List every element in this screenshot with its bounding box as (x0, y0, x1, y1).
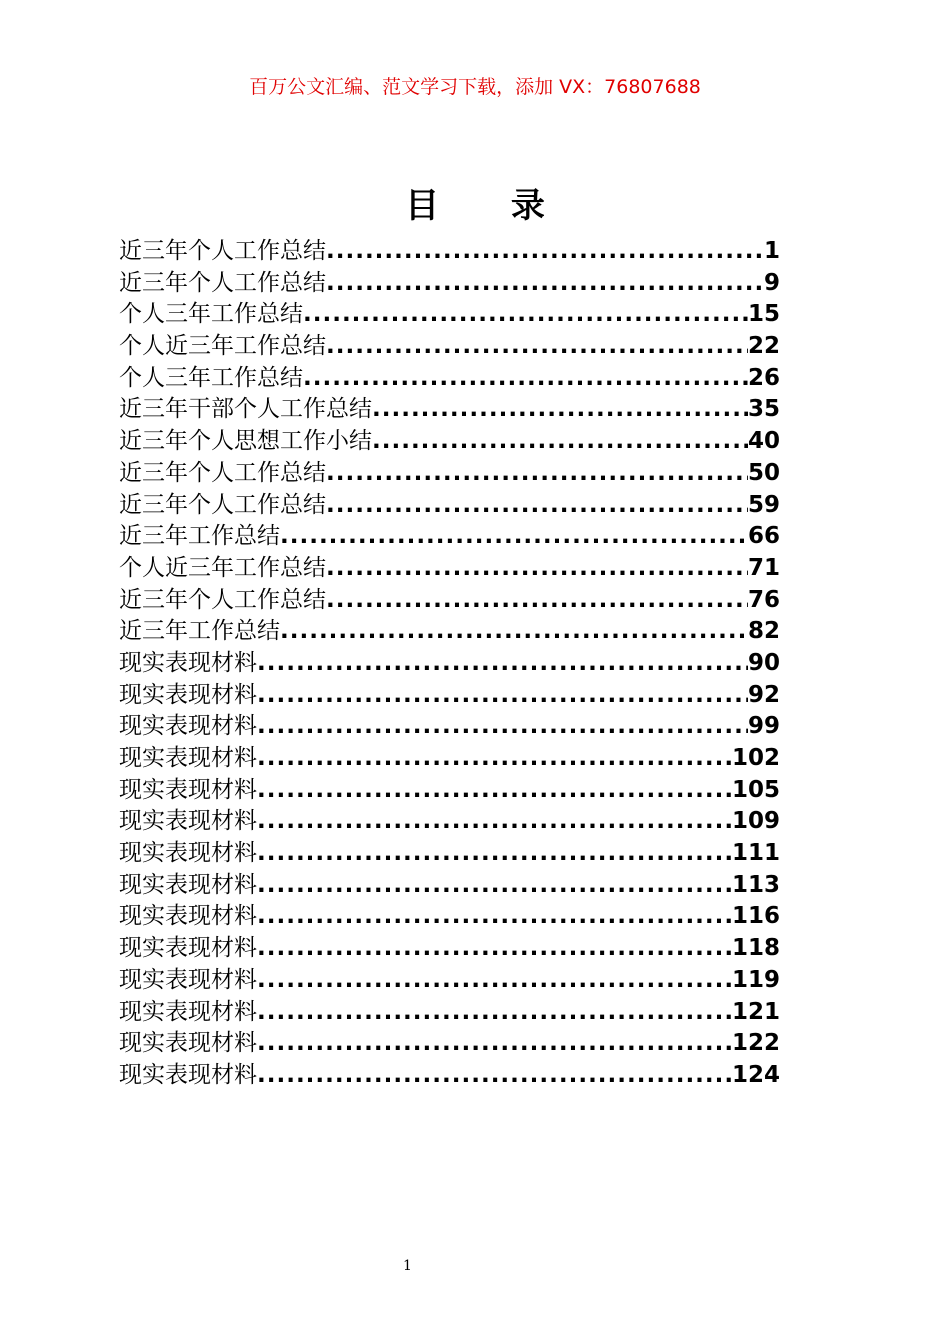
toc-entry-label: 现实表现材料 (119, 745, 257, 771)
toc-entry-page: 111 (731, 840, 780, 867)
toc-entry-label: 个人近三年工作总结 (119, 554, 326, 581)
toc-leader-dots (257, 1028, 732, 1060)
toc-entry[interactable] (119, 901, 780, 933)
toc-entry-label: 现实表现材料 (119, 649, 257, 676)
toc-entry-page: 122 (731, 1030, 780, 1057)
toc-entry-label: 现实表现材料 (119, 713, 257, 740)
toc-entry-page: 105 (731, 776, 780, 803)
toc-entry[interactable] (119, 870, 780, 902)
toc-entry-label: 近三年个人工作总结 (119, 269, 326, 296)
toc-entry-label: 现实表现材料 (119, 776, 257, 803)
toc-leader-dots (257, 933, 732, 965)
toc-leader-dots (257, 870, 732, 902)
toc-entry-label: 近三年个人思想工作小结 (119, 428, 372, 455)
toc-leader-dots (280, 616, 748, 648)
toc-entry-page: 119 (731, 966, 780, 993)
toc-entry-page: 76 (747, 586, 780, 613)
toc-leader-dots (257, 1060, 732, 1092)
toc-leader-dots (257, 775, 732, 807)
toc-entry-page: 118 (731, 935, 780, 962)
toc-entry[interactable] (119, 426, 780, 458)
toc-leader-dots (326, 490, 748, 522)
toc-entry-label: 近三年工作总结 (119, 618, 280, 645)
toc-entry-page: 113 (731, 871, 780, 898)
toc-entry[interactable] (119, 268, 780, 300)
toc-entry-label: 个人三年工作总结 (119, 364, 303, 391)
toc-entry-page: 26 (747, 364, 780, 391)
toc-leader-dots (303, 363, 748, 395)
toc-entry-page: 40 (747, 428, 780, 455)
toc-entry[interactable] (119, 490, 780, 522)
toc-leader-dots (326, 458, 748, 490)
toc-entry-page: 66 (747, 523, 780, 550)
toc-leader-dots (326, 268, 764, 300)
toc-entry[interactable] (119, 648, 780, 680)
toc-entry-page: 90 (747, 649, 780, 676)
toc-leader-dots (257, 997, 732, 1029)
toc-entry[interactable] (119, 743, 780, 775)
toc-entry-label: 现实表现材料 (119, 903, 257, 930)
toc-entry[interactable] (119, 458, 780, 490)
toc-entry[interactable] (119, 680, 780, 712)
toc-leader-dots (326, 236, 764, 268)
toc-entry-label: 个人三年工作总结 (119, 301, 303, 328)
toc-entry-label: 近三年个人工作总结 (119, 586, 326, 613)
toc-entry-page: 102 (731, 745, 780, 771)
toc-leader-dots (257, 965, 732, 997)
toc-leader-dots (326, 331, 748, 363)
toc-entry[interactable] (119, 394, 780, 426)
toc-entry[interactable] (119, 236, 780, 268)
toc-leader-dots (257, 743, 732, 775)
toc-entry-label: 现实表现材料 (119, 966, 257, 993)
toc-entry-page: 22 (747, 333, 780, 360)
table-of-contents (119, 236, 780, 1092)
toc-entry[interactable] (119, 775, 780, 807)
toc-entry-label: 现实表现材料 (119, 1030, 257, 1057)
toc-entry-page: 109 (731, 808, 780, 835)
toc-leader-dots (326, 585, 748, 617)
toc-entry[interactable] (119, 997, 780, 1029)
toc-entry-label: 近三年干部个人工作总结 (119, 396, 372, 423)
toc-entry-label: 近三年个人工作总结 (119, 459, 326, 486)
toc-entry-label: 个人近三年工作总结 (119, 333, 326, 360)
toc-entry-page: 59 (747, 491, 780, 518)
toc-entry-page: 35 (747, 396, 780, 423)
toc-entry-page: 82 (747, 618, 780, 645)
toc-entry-label: 现实表现材料 (119, 808, 257, 835)
toc-entry[interactable] (119, 331, 780, 363)
toc-entry-label: 现实表现材料 (119, 840, 257, 867)
toc-leader-dots (257, 806, 732, 838)
toc-entry[interactable] (119, 1028, 780, 1060)
toc-entry-page: 116 (731, 903, 780, 930)
toc-leader-dots (280, 521, 748, 553)
page-number: 1 (403, 1258, 412, 1274)
toc-entry[interactable] (119, 553, 780, 585)
toc-entry-page: 92 (747, 681, 780, 708)
toc-entry-page: 9 (763, 269, 780, 296)
toc-entry-label: 现实表现材料 (119, 681, 257, 708)
toc-entry-page: 50 (747, 459, 780, 486)
toc-entry[interactable] (119, 806, 780, 838)
toc-entry[interactable] (119, 1060, 780, 1092)
toc-entry[interactable] (119, 933, 780, 965)
toc-entry[interactable] (119, 585, 780, 617)
document-header-notice: 百万公文汇编、范文学习下载，添加 VX：76807688 (249, 76, 701, 98)
toc-leader-dots (257, 838, 732, 870)
toc-entry[interactable] (119, 838, 780, 870)
toc-entry-page: 124 (731, 1061, 780, 1088)
toc-entry-label: 近三年个人工作总结 (119, 491, 326, 518)
toc-leader-dots (257, 680, 748, 712)
toc-leader-dots (303, 299, 748, 331)
toc-entry-page: 99 (747, 713, 780, 740)
toc-leader-dots (372, 394, 748, 426)
toc-entry-page: 15 (747, 301, 780, 328)
toc-entry-page: 121 (731, 998, 780, 1025)
toc-leader-dots (257, 901, 732, 933)
toc-entry-label: 现实表现材料 (119, 998, 257, 1025)
toc-leader-dots (257, 711, 748, 743)
toc-entry[interactable] (119, 965, 780, 997)
toc-entry-page: 1 (763, 238, 780, 264)
toc-title: 目 录 (405, 186, 575, 226)
toc-leader-dots (372, 426, 748, 458)
toc-entry[interactable] (119, 711, 780, 743)
toc-entry-label: 现实表现材料 (119, 1061, 257, 1088)
toc-entry-label: 近三年个人工作总结 (119, 238, 326, 264)
toc-entry-label: 近三年工作总结 (119, 523, 280, 550)
toc-entry[interactable] (119, 521, 780, 553)
toc-entry[interactable] (119, 363, 780, 395)
toc-leader-dots (326, 553, 748, 585)
toc-entry[interactable] (119, 299, 780, 331)
toc-leader-dots (257, 648, 748, 680)
toc-entry-label: 现实表现材料 (119, 935, 257, 962)
toc-entry-label: 现实表现材料 (119, 871, 257, 898)
toc-entry-page: 71 (747, 554, 780, 581)
toc-entry[interactable] (119, 616, 780, 648)
